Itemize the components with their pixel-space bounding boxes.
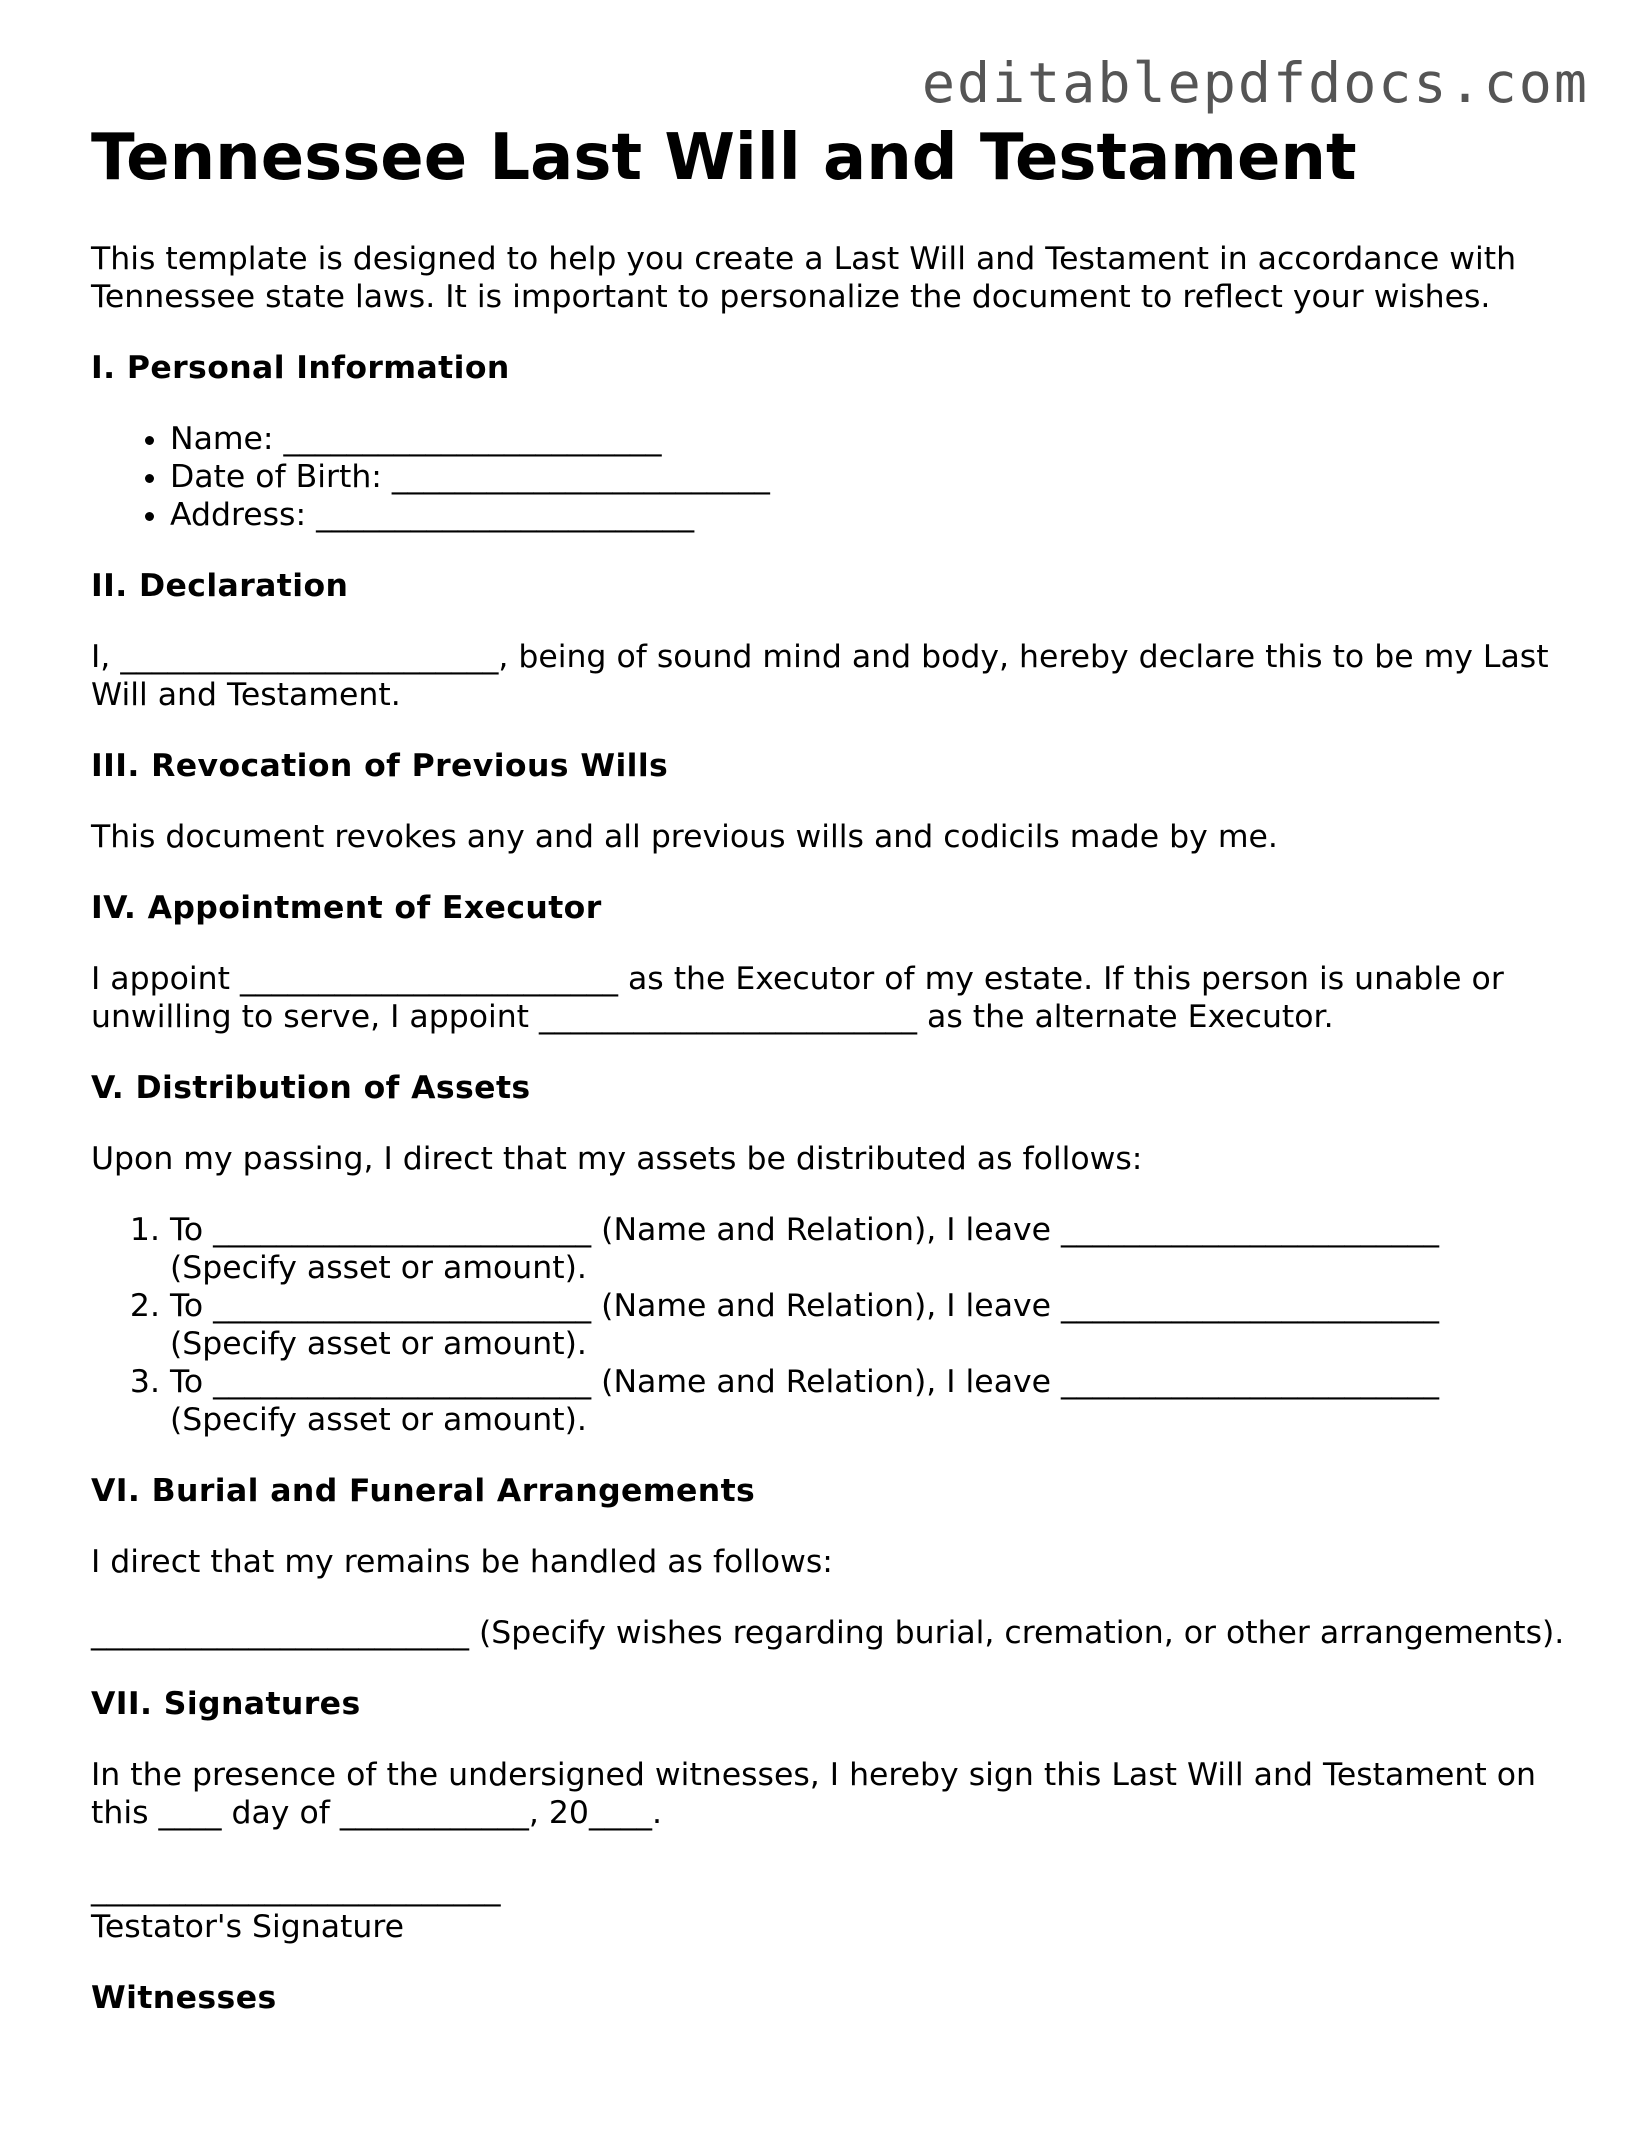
section-heading-declaration: II. Declaration (91, 568, 349, 604)
list-item: 3. To ________________________ (Name and Relation), I leave ________________________ (Specify asset or amount). (170, 1363, 1571, 1439)
document-page (91, 118, 1571, 2017)
section-heading-personal: I. Personal Information (91, 350, 510, 386)
list-item: • Name: ________________________ (170, 420, 1571, 458)
section-heading-signatures: VII. Signatures (91, 1686, 361, 1722)
signatures-text: In the presence of the undersigned witnesses, I hereby sign this Last Will and Testament on this ____ day of ____________, 20____. (91, 1757, 1536, 1831)
testator-signature-block (91, 1870, 1571, 1946)
distribution-list (91, 1211, 1571, 1439)
section-heading-burial: VI. Burial and Funeral Arrangements (91, 1473, 756, 1509)
signature-label: Testator's Signature (91, 1909, 404, 1945)
signature-line: __________________________ (91, 1871, 501, 1907)
list-item: 1. To ________________________ (Name and Relation), I leave ________________________ (Specify asset or amount). (170, 1211, 1571, 1287)
section-heading-executor: IV. Appointment of Executor (91, 890, 602, 926)
declaration-text: I, ________________________, being of sound mind and body, hereby declare this to be my Last Will and Testament. (91, 639, 1549, 713)
list-item: 2. To ________________________ (Name and Relation), I leave ________________________ (Specify asset or amount). (170, 1287, 1571, 1363)
witnesses-heading: Witnesses (91, 1980, 277, 2016)
list-item: • Address: ________________________ (170, 496, 1571, 534)
section-heading-distribution: V. Distribution of Assets (91, 1070, 531, 1106)
document-title: Tennessee Last Will and Testament (91, 121, 1357, 195)
burial-text: I direct that my remains be handled as follows: (91, 1544, 833, 1580)
revocation-text: This document revokes any and all previous wills and codicils made by me. (91, 819, 1278, 855)
burial-wishes: ________________________ (Specify wishes regarding burial, cremation, or other arrangements). (91, 1615, 1565, 1651)
section-heading-revocation: III. Revocation of Previous Wills (91, 748, 669, 784)
executor-text: I appoint ________________________ as the Executor of my estate. If this person is unable or unwilling to serve, I appoint ________________________ as the alternate Executor. (91, 961, 1504, 1035)
watermark: editablepdfdocs.com (921, 51, 1589, 115)
personal-info-list (91, 420, 1571, 534)
list-item: • Date of Birth: ________________________ (170, 458, 1571, 496)
distribution-text: Upon my passing, I direct that my assets be distributed as follows: (91, 1141, 1143, 1177)
intro-paragraph: This template is designed to help you create a Last Will and Testament in accordance with Tennessee state laws. It is important to personalize the document to reflect your wishes. (91, 241, 1517, 315)
